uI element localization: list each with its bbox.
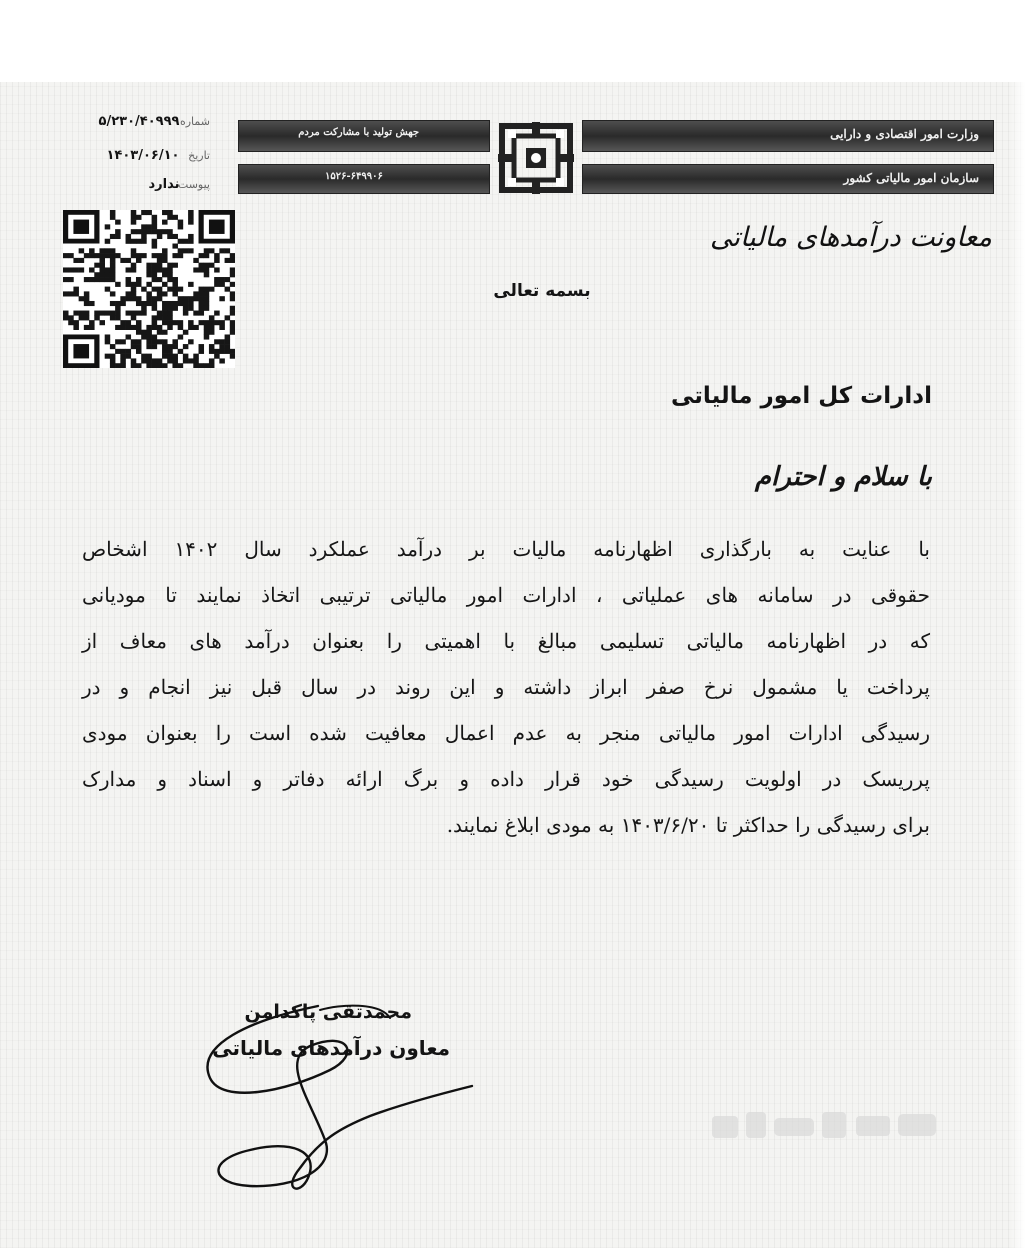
- header-banner-phone: [238, 164, 490, 194]
- letter-date-label: تاریخ: [188, 149, 210, 162]
- body-line: پرداخت یا مشمول نرخ صفر ابراز داشته و این روند در سال قبل نیز انجام و در: [82, 675, 930, 699]
- right-margin: [1010, 0, 1032, 1248]
- letter-attachment-label: پیوست: [177, 178, 210, 191]
- letter-meta: [50, 114, 210, 204]
- letter-number-row: [99, 114, 210, 136]
- greeting: با سلام و احترام: [754, 462, 932, 492]
- letter-attachment: ندارد: [148, 177, 180, 192]
- body-line: که در اظهارنامه مالیاتی تسلیمی مبالغ با اهمیتی را بعنوان درآمد های معاف از: [82, 629, 930, 653]
- tax-organization-emblem-icon: [496, 120, 576, 196]
- header-banner-organization: [582, 164, 994, 194]
- letter-attachment-row: [148, 177, 210, 199]
- body-line: برای رسیدگی را حداکثر تا ۱۴۰۳/۶/۲۰ به مودی ابلاغ نمایند.: [446, 813, 930, 837]
- ministry-text: وزارت امور اقتصادی و دارایی: [830, 127, 979, 141]
- letter-date-row: [106, 148, 210, 170]
- header-banner-ministry: [582, 120, 994, 152]
- qr-code-icon: [63, 210, 235, 368]
- body-line: با عنایت به بارگذاری اظهارنامه مالیات بر درآمد عملکرد سال ۱۴۰۲ اشخاص: [82, 537, 930, 561]
- body-line: پرریسک در اولویت رسیدگی خود قرار داده و برگ ارائه دفاتر و اسناد و مدارک: [82, 767, 930, 791]
- letter-number-label: شماره: [179, 115, 210, 128]
- basmala: بسمه تعالی: [493, 281, 591, 301]
- handwritten-signature: [190, 1000, 480, 1210]
- header-banner-slogan: [238, 120, 490, 152]
- signatory-name: محمدتقی پاکدامن: [244, 1001, 412, 1023]
- phone-text: ۱۵۲۶-۶۴۹۹۰۶: [325, 171, 383, 182]
- department-title: معاونت درآمدهای مالیاتی: [709, 222, 992, 253]
- letter-number: ۵/۲۳۰/۴۰۹۹۹: [98, 114, 180, 129]
- top-margin: [0, 0, 1032, 82]
- body-line: رسیدگی ادارات امور مالیاتی منجر به عدم اعمال معافیت شده است را بعنوان مودی: [82, 721, 930, 745]
- letter-date: ۱۴۰۳/۰۶/۱۰: [106, 148, 180, 163]
- recipient: ادارات کل امور مالیاتی: [671, 383, 932, 409]
- signatory-title: معاون درآمدهای مالیاتی: [212, 1036, 450, 1060]
- organization-text: سازمان امور مالیاتی کشور: [843, 171, 979, 185]
- body-line: حقوقی در سامانه های عملیاتی ، ادارات امور مالیاتی ترتیبی اتخاذ نمایند تا مودیانی: [82, 583, 930, 607]
- slogan-text: جهش تولید با مشارکت مردم: [298, 127, 419, 138]
- blurred-watermark: [706, 1106, 942, 1146]
- letter-body: [82, 526, 930, 848]
